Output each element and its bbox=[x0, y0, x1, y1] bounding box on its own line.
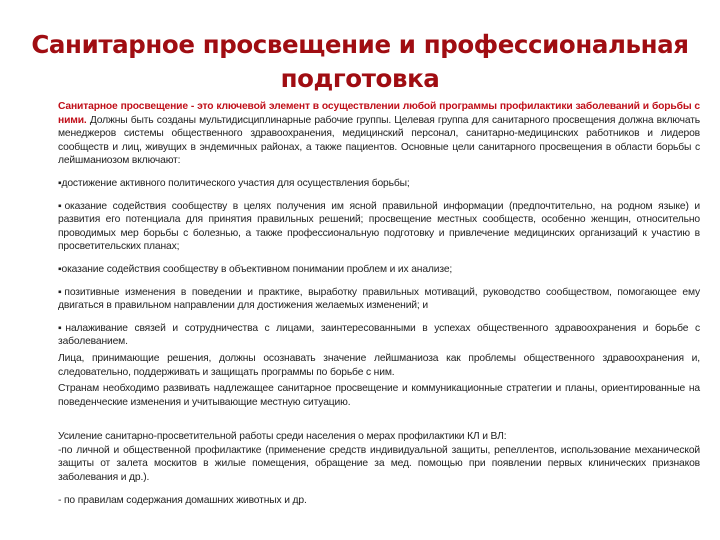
measures-item-personal: -по личной и общественной профилактике (применение средств индивидуальной защиты, репеллентов, использование механической защиты от залета москитов в жилые помещения, обращение за мед. помощью при появлении первых клинических признаков заболевания и др.). bbox=[58, 444, 700, 484]
slide-title bbox=[30, 28, 690, 96]
bullet-item: ▪позитивные изменения в поведении и практике, выработку правильных мотиваций, руководство сообществом, помогающее ему двигаться в правильном направлении для достижения желаемых изменений; и bbox=[58, 286, 700, 312]
bullet-item: ▪оказание содействия сообществу в объективном понимании проблем и их анализе; bbox=[58, 263, 453, 275]
intro-paragraph bbox=[58, 100, 700, 168]
paragraph-decision-makers: Лица, принимающие решения, должны осознавать значение лейшманиоза как проблемы общественного здравоохранения и, следовательно, поддерживать и защищать программы по борьбе с ним. bbox=[58, 352, 700, 378]
bullet-item: ▪налаживание связей и сотрудничества с лицами, заинтересованными в успехах общественного здравоохранения и борьбе с заболеванием. bbox=[58, 322, 700, 348]
measures-item-animals: - по правилам содержания домашних животных и др. bbox=[58, 494, 307, 506]
title-line-2: подготовка bbox=[280, 64, 440, 93]
measures-heading: Усиление санитарно-просветительной работы среди населения о мерах профилактики КЛ и ВЛ: bbox=[58, 431, 507, 443]
bullet-item: ▪оказание содействия сообществу в целях получения им ясной правильной информации (предпочтительно, на родном языке) и развития его потенциала для принятия правильных решений; просвещение местных сообществ, особенно женщин, относительно проводимых мер борьбы с болезнью, а также профессиональную подготовку и привлечение медицинских организаций к участию в просветительских планах; bbox=[58, 200, 700, 253]
title-line-1: Санитарное просвещение и профессиональная bbox=[31, 30, 689, 59]
slide-body bbox=[58, 100, 700, 516]
intro-lead: Санитарное просвещение - это ключевой элемент в осуществлении любой программы профилактики заболеваний и борьбы с ними. bbox=[58, 101, 700, 126]
intro-text: Должны быть созданы мультидисциплинарные рабочие группы. Целевая группа для санитарного просвещения должна включать менеджеров системы общественного здравоохранения, медицинский персонал, санитарно-медицинских работников и лидеров сообществ и лиц, живущих в эндемичных районах, а также пациентов. Основные цели санитарного просвещения в области борьбы с лейшманиозом включают: bbox=[58, 114, 700, 167]
bullet-item: ▪достижение активного политического участия для осуществления борьбы; bbox=[58, 177, 410, 189]
paragraph-strategies: Странам необходимо развивать надлежащее санитарное просвещение и коммуникационные стратегии и планы, ориентированные на поведенческие изменения и учитывающие местную ситуацию. bbox=[58, 383, 700, 408]
